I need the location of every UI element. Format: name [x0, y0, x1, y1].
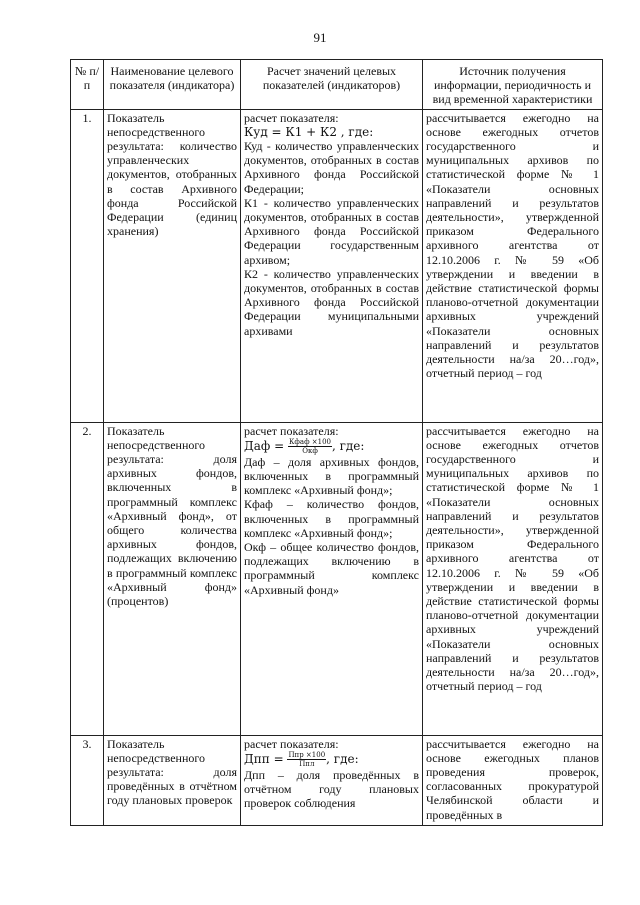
calc-intro: расчет показателя:: [244, 110, 339, 125]
row-number: 2.: [71, 422, 104, 735]
indicator-name: Показатель непосредственного результата: количество управленческих документов, отобранных в состав Архивного фонда Российской Федерации (единиц хранения): [104, 109, 241, 422]
source-cell: рассчитывается ежегодно на основе ежегодных отчетов государственного и муниципальных архивов по статистической форме № 1 «Показатели основных направлений и результатов деятельности», утвержденной приказом Федерального архивного агентства от 12.10.2006 г. № 59 «Об утверждении и введении в действие статистической формы планово-отчетной документации архивных учреждений «Показатели основных направлений и результатов деятельности на/за 20…год», отчетный период – год: [423, 109, 603, 422]
calculation-cell: [241, 422, 423, 735]
formula-suffix: , где:: [326, 751, 359, 766]
formula-denominator: Ппл: [299, 759, 315, 768]
table-row: [71, 422, 603, 735]
definition: Дпп – доля проведённых в отчётном году плановых проверок соблюдения: [244, 767, 419, 811]
formula: [244, 751, 419, 768]
formula-numerator: Ппр ×100: [288, 750, 326, 759]
source-cell: рассчитывается ежегодно на основе ежегодных планов проведения проверок, согласованных прокуратурой Челябинской области и проведённых в: [423, 735, 603, 825]
table-header-row: [71, 60, 603, 110]
formula-numerator: Кфаф ×100: [289, 437, 331, 446]
formula-expression: Куд = К1 + К2: [244, 124, 337, 139]
header-number: № п/п: [71, 60, 104, 110]
calc-intro: расчет показателя:: [244, 736, 339, 751]
calculation-cell: [241, 735, 423, 825]
formula: [244, 125, 419, 139]
row-number: 1.: [71, 109, 104, 422]
indicators-table: [70, 59, 603, 826]
table-row: [71, 109, 603, 422]
row-number: 3.: [71, 735, 104, 825]
formula-fraction: [288, 438, 332, 455]
indicator-name: Показатель непосредственного результата: доля архивных фондов, включенных в программный комплекс «Архивный фонд», от общего количества архивных фондов, подлежащих включению в программный комплекс «Архивный фонд» (процентов): [104, 422, 241, 735]
formula: [244, 438, 419, 455]
formula-suffix: , где:: [332, 438, 365, 453]
table-row: [71, 735, 603, 825]
indicator-name: Показатель непосредственного результата: доля проведённых в отчётном году плановых проверок: [104, 735, 241, 825]
calc-intro: расчет показателя:: [244, 423, 339, 438]
calculation-cell: [241, 109, 423, 422]
header-source: Источник получения информации, периодичность и вид временной характеристики: [423, 60, 603, 110]
formula-left: Даф =: [244, 438, 285, 453]
page-number: 91: [313, 30, 327, 45]
source-cell: рассчитывается ежегодно на основе ежегодных отчетов государственного и муниципальных архивов по статистической форме № 1 «Показатели основных направлений и результатов деятельности», утвержденной приказом Федерального архивного агентства от 12.10.2006 г. № 59 «Об утверждении и введении в действие статистической формы планово-отчетной документации архивных учреждений «Показатели основных направлений и результатов деятельности на/за 20…год», отчетный период – год: [423, 422, 603, 735]
definition: К1 - количество управленческих документов, отобранных в состав Архивного фонда Российской Федерации государственным архивом;: [244, 195, 419, 267]
formula-fraction: [287, 751, 326, 768]
formula-left: Дпп =: [244, 751, 284, 766]
definition: Даф – доля архивных фондов, включенных в программный комплекс «Архивный фонд»;: [244, 454, 419, 498]
definition: Окф – общее количество фондов, подлежащих включению в программный комплекс «Архивный фонд»: [244, 540, 419, 597]
formula-suffix: , где:: [340, 124, 374, 139]
definition: Кфаф – количество фондов, включенных в программный комплекс «Архивный фонд»;: [244, 497, 419, 540]
definition: Куд - количество управленческих документов, отобранных в состав Архивного фонда Российской Федерации;: [244, 139, 419, 196]
header-calculation: Расчет значений целевых показателей (индикаторов): [241, 60, 423, 110]
header-indicator-name: Наименование целевого показателя (индикатора): [104, 60, 241, 110]
definition: К2 - количество управленческих документов, отобранных в состав Архивного фонда Российской Федерации муниципальными архивами: [244, 266, 419, 338]
formula-denominator: Окф: [302, 446, 318, 455]
